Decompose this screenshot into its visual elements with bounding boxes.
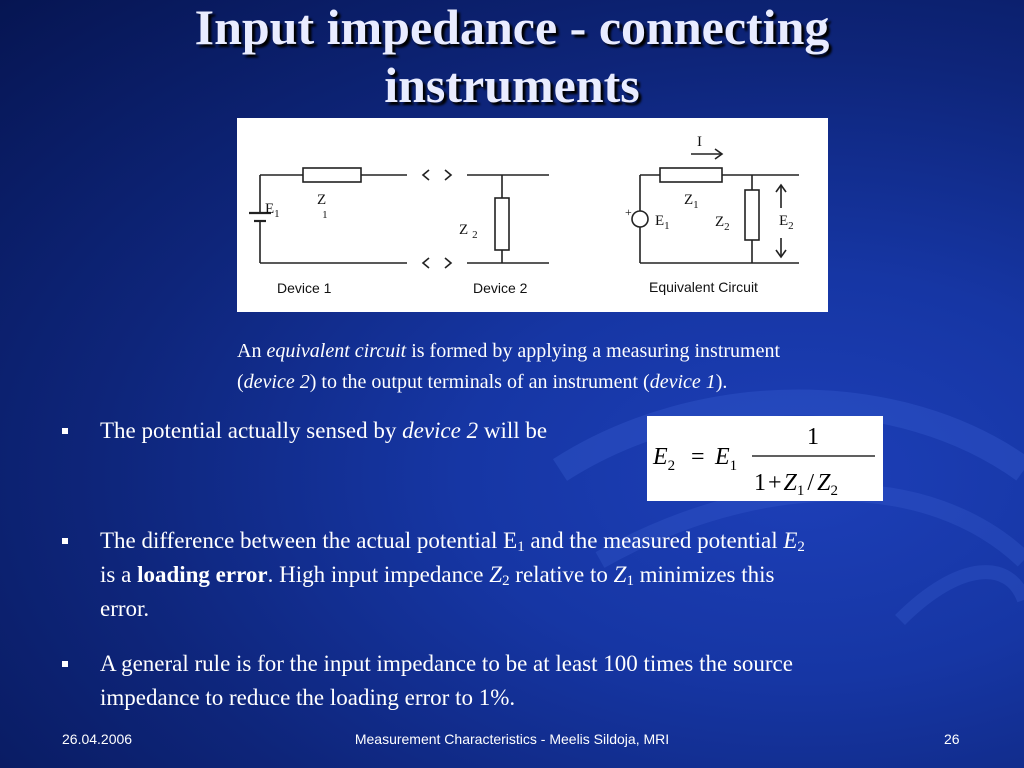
formula-box	[647, 416, 883, 501]
bullet-item-2	[62, 524, 952, 626]
svg-text:1+Z1/Z2: $1+Z_1 / Z_2$	[754, 470, 838, 499]
title-line-2: instruments	[384, 57, 640, 113]
label-z2: Z $_2$	[459, 222, 478, 241]
bullet-text: The difference between the actual potential $E_1$ and the measured potential $E_2$ is a loading error. High input impedance $Z_2$ relative to $Z_1$ minimizes this error.	[100, 528, 805, 621]
page-number: 26	[944, 731, 960, 747]
bullet-text: A general rule is for the input impedance to be at least 100 times the source impedance to reduce the loading error to 1%.	[100, 651, 793, 710]
footer-title: Measurement Characteristics - Meelis Sildoja, MRI	[354, 731, 670, 747]
svg-text:1: 1	[807, 424, 819, 450]
bullet-marker	[62, 538, 68, 544]
circuit-caption	[237, 336, 917, 398]
title-line-1: Input impedance - connecting	[194, 0, 830, 55]
bullet-marker	[62, 428, 68, 434]
svg-text:E2: $E_2$	[653, 444, 676, 474]
label-eq-z2: $Z_2$	[715, 214, 730, 233]
svg-text:E1: $E_1$	[715, 444, 738, 474]
label-eq-e1: $E_1$	[655, 213, 670, 232]
footer-date: 26.04.2006	[62, 731, 133, 747]
caption-text: is formed by applying a measuring instrument	[406, 340, 781, 362]
loading-formula	[647, 416, 883, 501]
caption-text: ).	[715, 371, 728, 393]
label-device-1: Device 1	[277, 280, 332, 296]
slide-title	[0, 0, 1024, 114]
label-eq-e2: $E_2$	[779, 213, 794, 232]
caption-text: ) to the output terminals of an instrument (	[309, 371, 650, 393]
circuit-drawing	[237, 118, 828, 312]
caption-italic: device 2	[243, 371, 310, 393]
label-device-2: Device 2	[473, 280, 528, 296]
label-current: I	[697, 134, 702, 150]
label-plus: +	[625, 205, 632, 219]
label-eq-z1: $Z_1$	[684, 192, 699, 211]
svg-text:=: =	[691, 444, 705, 470]
caption-text: An	[237, 340, 267, 362]
bullet-marker	[62, 661, 68, 667]
bullet-text: The potential actually sensed by device 2 will be	[100, 418, 548, 443]
circuit-diagram	[237, 118, 828, 312]
bullet-item-3	[62, 647, 952, 715]
caption-text: (	[237, 371, 244, 393]
caption-italic: device 1	[649, 371, 716, 393]
label-z1: Z 1	[317, 192, 328, 221]
label-e1: $E_1$	[265, 201, 280, 220]
caption-italic: equivalent circuit	[266, 340, 407, 362]
label-equivalent-circuit: Equivalent Circuit	[649, 279, 758, 295]
